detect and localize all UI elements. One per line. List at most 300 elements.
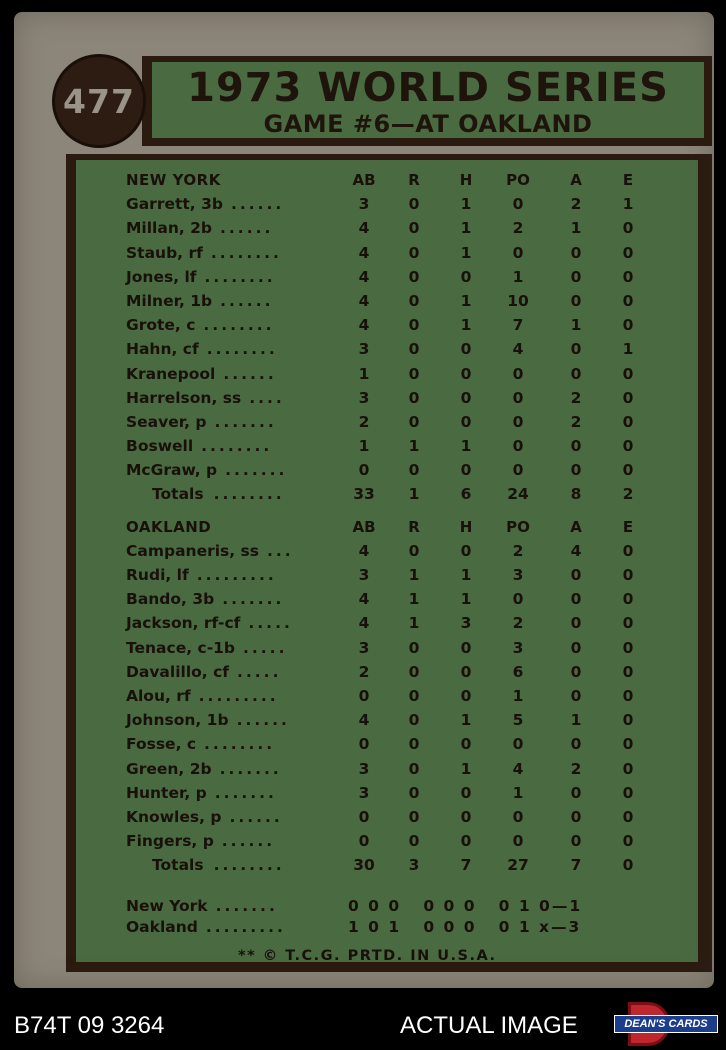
stat-r: 0 [408,759,420,778]
leader-dots: ..... [243,638,288,657]
player-name [126,829,275,853]
stat-e: 0 [622,412,634,431]
stat-e: 0 [622,541,634,560]
player-name [126,241,282,265]
table-row [126,805,686,829]
table-row [126,757,686,781]
player-name-text: Garrett, 3b [126,195,223,214]
stat-po: 0 [512,412,524,431]
inventory-code: B74T 09 3264 [14,1012,165,1039]
leader-dots: ...... [229,807,283,826]
stat-ab: 1 [358,364,370,383]
player-name-text: Fosse, c [126,735,197,754]
player-name [126,434,272,458]
stat-h: 0 [460,541,472,560]
linescore-row [126,896,686,917]
copyright-text: ** © T.C.G. PRTD. IN U.S.A. [238,948,497,964]
table-row [126,684,686,708]
linescore [126,896,686,938]
stat-po: 7 [512,316,524,335]
player-name-text: Alou, rf [126,686,191,705]
player-name-text: Millan, 2b [126,219,213,238]
stat-ab: 0 [358,686,370,705]
stat-a: 4 [570,541,582,560]
table-row [126,732,686,756]
stat-h: 3 [460,614,472,633]
table-row [126,660,686,684]
player-name-text: Davalillo, cf [126,662,230,681]
leader-dots: ........ [204,735,276,754]
stat-po: 0 [512,461,524,480]
player-name-text: Staub, rf [126,243,203,262]
player-name [126,289,273,313]
stat-a: 2 [570,412,582,431]
table-row [126,241,686,265]
stat-a: 0 [570,364,582,383]
stat-ab: 4 [358,291,370,310]
linescore-row [126,917,686,938]
stat-a: 0 [570,340,582,359]
stat-a: 0 [570,590,582,609]
player-name-text: Hunter, p [126,783,207,802]
stat-po: 6 [512,662,524,681]
stat-ab: 0 [358,832,370,851]
boxscore-panel [76,160,698,962]
player-name [126,539,294,563]
stat-po: 4 [512,340,524,359]
stat-r: 0 [408,735,420,754]
column-header-a: A [570,171,582,189]
stat-e: 0 [622,388,634,407]
table-row [126,781,686,805]
stat-ab: 3 [358,340,370,359]
stat-ab: 3 [358,195,370,214]
leader-dots: ..... [237,662,282,681]
stat-h: 0 [460,638,472,657]
stat-e: 0 [622,243,634,262]
table-row [126,386,686,410]
totals-label-text: Totals [152,856,204,875]
total-po: 24 [507,485,529,504]
stat-h: 0 [460,412,472,431]
totals-label [152,482,285,506]
stat-e: 0 [622,807,634,826]
player-name [126,587,284,611]
player-name [126,362,277,386]
stat-h: 1 [460,243,472,262]
stat-po: 0 [512,364,524,383]
stat-ab: 3 [358,783,370,802]
table-row [126,587,686,611]
player-name-text: Johnson, 1b [126,711,229,730]
player-name-text: Hahn, cf [126,340,199,359]
player-name-text: Milner, 1b [126,291,213,310]
stat-a: 0 [570,735,582,754]
table-row [126,216,686,240]
leader-dots: ........ [204,267,276,286]
stat-e: 0 [622,662,634,681]
total-ab: 30 [353,856,375,875]
table-row [126,636,686,660]
stat-a: 0 [570,807,582,826]
leader-dots: ....... [222,590,285,609]
stat-po: 3 [512,638,524,657]
boxscore-frame [66,154,712,972]
table-row [126,192,686,216]
stat-po: 0 [512,195,524,214]
stat-a: 0 [570,461,582,480]
leader-dots: ...... [220,291,274,310]
stat-ab: 0 [358,735,370,754]
stat-po: 2 [512,219,524,238]
stat-h: 1 [460,590,472,609]
stat-po: 0 [512,590,524,609]
player-name [126,313,275,337]
stat-h: 0 [460,461,472,480]
stat-r: 1 [408,437,420,456]
stat-h: 0 [460,783,472,802]
stat-r: 0 [408,541,420,560]
total-h: 7 [460,856,472,875]
table-row [126,611,686,635]
leader-dots: ... [267,541,294,560]
stat-h: 0 [460,340,472,359]
leader-dots: ...... [221,832,276,851]
stat-e: 0 [622,267,634,286]
stat-h: 0 [460,832,472,851]
player-name [126,708,290,732]
table-row [126,563,686,587]
stat-h: 0 [460,735,472,754]
total-a: 7 [570,856,582,875]
player-name [126,757,282,781]
stat-r: 0 [408,340,420,359]
stat-r: 0 [408,461,420,480]
leader-dots: ....... [225,461,288,480]
total-a: 8 [570,485,582,504]
player-name-text: Seaver, p [126,412,207,431]
stat-h: 1 [460,437,472,456]
stat-a: 0 [570,783,582,802]
stat-e: 0 [622,638,634,657]
leader-dots: ...... [236,711,290,730]
column-header-r: R [408,171,420,189]
stat-ab: 4 [358,219,370,238]
leader-dots: ......... [205,918,286,936]
stat-r: 0 [408,388,420,407]
table-row [126,313,686,337]
stat-a: 0 [570,638,582,657]
stat-e: 0 [622,735,634,754]
stat-e: 0 [622,219,634,238]
leader-dots: ........ [203,316,275,335]
table-row [126,458,686,482]
column-header-ab: AB [352,171,376,189]
stat-po: 2 [512,541,524,560]
leader-dots: .... [249,388,285,407]
table-row [126,289,686,313]
header-panel [152,62,704,138]
stat-e: 0 [622,437,634,456]
player-name-text: Grote, c [126,316,196,335]
player-name-text: Harrelson, ss [126,388,242,407]
page-title: 1973 WORLD SERIES [187,65,669,111]
leader-dots: ........ [206,340,278,359]
stat-a: 1 [570,219,582,238]
linescore-team [126,896,278,917]
team-header-row [126,168,686,192]
column-header-h: H [459,171,473,189]
stat-e: 0 [622,711,634,730]
table-row [126,708,686,732]
card-number: 477 [52,54,146,148]
stat-ab: 0 [358,807,370,826]
player-name-text: Jones, lf [126,267,197,286]
stat-ab: 3 [358,638,370,657]
totals-label-text: Totals [152,485,204,504]
table-row [126,337,686,361]
team-header-row [126,515,686,539]
stat-r: 0 [408,412,420,431]
stat-a: 0 [570,614,582,633]
stat-ab: 2 [358,412,370,431]
player-name-text: Bando, 3b [126,590,215,609]
stat-e: 1 [622,340,634,359]
stat-ab: 0 [358,461,370,480]
leader-dots: ........ [210,243,282,262]
column-header-h: H [459,517,473,536]
stat-r: 1 [408,590,420,609]
table-row [126,265,686,289]
table-row [126,434,686,458]
stat-po: 0 [512,832,524,851]
totals-label [152,853,285,877]
column-header-r: R [408,517,420,536]
stat-ab: 3 [358,759,370,778]
player-name [126,781,277,805]
stat-ab: 3 [358,388,370,407]
player-name-text: Green, 2b [126,759,212,778]
boxscore-table [126,168,686,877]
leader-dots: ........ [201,437,273,456]
leader-dots: ........ [213,485,285,504]
stat-ab: 4 [358,243,370,262]
stat-ab: 4 [358,711,370,730]
leader-dots: ....... [215,897,278,915]
stat-po: 2 [512,614,524,633]
leader-dots: ...... [230,195,285,214]
logo-banner: DEAN'S CARDS [614,1015,718,1033]
stat-po: 4 [512,759,524,778]
stat-ab: 2 [358,662,370,681]
stat-h: 0 [460,267,472,286]
card-back [14,12,714,988]
stat-r: 0 [408,219,420,238]
header-frame [142,56,712,146]
stat-h: 1 [460,316,472,335]
stat-a: 1 [570,316,582,335]
stat-a: 0 [570,243,582,262]
player-name [126,805,283,829]
player-name-text: McGraw, p [126,461,218,480]
stat-r: 1 [408,614,420,633]
player-name [126,458,287,482]
stat-a: 2 [570,388,582,407]
stat-r: 0 [408,364,420,383]
player-name [126,684,279,708]
column-header-po: PO [506,171,530,189]
stat-po: 3 [512,566,524,584]
stat-po: 0 [512,735,524,754]
player-name-text: Knowles, p [126,807,222,826]
total-e: 0 [622,856,634,875]
linescore-team-text: New York [126,897,208,915]
player-name-text: Boswell [126,437,194,456]
deans-cards-logo [614,1002,718,1046]
leader-dots: ...... [223,364,277,383]
stat-r: 0 [408,316,420,335]
totals-row [126,482,686,506]
stat-r: 0 [408,783,420,802]
stat-ab: 4 [358,614,370,633]
stat-r: 0 [408,638,420,657]
stat-h: 1 [460,195,472,214]
player-name [126,732,275,756]
stat-e: 0 [622,364,634,383]
stat-ab: 4 [358,267,370,286]
total-ab: 33 [353,485,375,504]
player-name [126,265,276,289]
stat-po: 0 [512,243,524,262]
stat-h: 0 [460,807,472,826]
total-e: 2 [622,485,634,504]
stat-ab: 3 [358,566,370,584]
stat-e: 0 [622,686,634,705]
total-r: 1 [408,485,420,504]
stat-a: 0 [570,566,582,584]
stat-h: 0 [460,388,472,407]
stat-r: 0 [408,807,420,826]
team-gap [126,507,686,515]
stat-a: 0 [570,686,582,705]
stat-ab: 4 [358,316,370,335]
stat-e: 0 [622,832,634,851]
linescore-innings: 1 0 1 0 0 0 0 1 x—3 [348,918,582,936]
total-po: 27 [507,856,529,875]
team-name: NEW YORK [126,171,221,189]
stat-po: 0 [512,807,524,826]
leader-dots: ..... [248,614,293,633]
stat-e: 0 [622,759,634,778]
stat-r: 0 [408,267,420,286]
stat-a: 1 [570,711,582,730]
stat-h: 1 [460,759,472,778]
column-header-ab: AB [352,517,376,536]
stat-a: 0 [570,662,582,681]
actual-image-label: ACTUAL IMAGE [400,1012,578,1039]
totals-row [126,853,686,877]
player-name [126,192,284,216]
leader-dots: ......... [196,566,277,584]
leader-dots: ......... [198,686,279,705]
total-h: 6 [460,485,472,504]
stat-po: 1 [512,267,524,286]
stat-a: 0 [570,267,582,286]
stat-r: 0 [408,195,420,214]
stat-e: 0 [622,316,634,335]
stat-po: 0 [512,388,524,407]
stat-a: 2 [570,195,582,214]
stat-po: 5 [512,711,524,730]
stat-po: 1 [512,686,524,705]
player-name-text: Jackson, rf-cf [126,614,241,633]
stat-ab: 4 [358,541,370,560]
total-r: 3 [408,856,420,875]
stat-a: 0 [570,291,582,310]
player-name [126,386,285,410]
stat-e: 0 [622,783,634,802]
stat-h: 1 [460,219,472,238]
stat-r: 0 [408,832,420,851]
table-row [126,362,686,386]
table-row [126,410,686,434]
stat-r: 0 [408,686,420,705]
linescore-team [126,917,286,938]
team-name: OAKLAND [126,517,212,536]
stat-r: 0 [408,243,420,262]
stat-e: 0 [622,461,634,480]
stat-r: 1 [408,566,420,584]
player-name-text: Rudi, lf [126,566,189,584]
player-name [126,337,278,361]
leader-dots: ....... [214,412,277,431]
stat-h: 0 [460,662,472,681]
stat-e: 0 [622,291,634,310]
player-name [126,216,273,240]
player-name-text: Tenace, c-1b [126,638,236,657]
stat-e: 0 [622,566,634,584]
leader-dots: ...... [220,219,274,238]
linescore-innings: 0 0 0 0 0 0 0 1 0—1 [348,897,583,915]
stat-h: 1 [460,711,472,730]
player-name [126,410,277,434]
player-name [126,636,287,660]
stat-a: 0 [570,832,582,851]
stat-h: 0 [460,686,472,705]
player-name [126,611,293,635]
column-header-e: E [622,517,634,536]
leader-dots: ....... [214,783,277,802]
player-name [126,660,281,684]
leader-dots: ....... [219,759,282,778]
stat-h: 1 [460,291,472,310]
page-subtitle: GAME #6—AT OAKLAND [263,110,593,138]
stat-a: 2 [570,759,582,778]
stat-h: 1 [460,566,472,584]
column-header-e: E [622,171,634,189]
column-header-a: A [570,517,582,536]
stat-a: 0 [570,437,582,456]
linescore-team-text: Oakland [126,918,198,936]
player-name-text: Kranepool [126,364,216,383]
player-name-text: Fingers, p [126,832,214,851]
stat-r: 0 [408,711,420,730]
stat-e: 1 [622,195,634,214]
stat-h: 0 [460,364,472,383]
stat-po: 0 [512,437,524,456]
table-row [126,829,686,853]
stat-ab: 1 [358,437,370,456]
